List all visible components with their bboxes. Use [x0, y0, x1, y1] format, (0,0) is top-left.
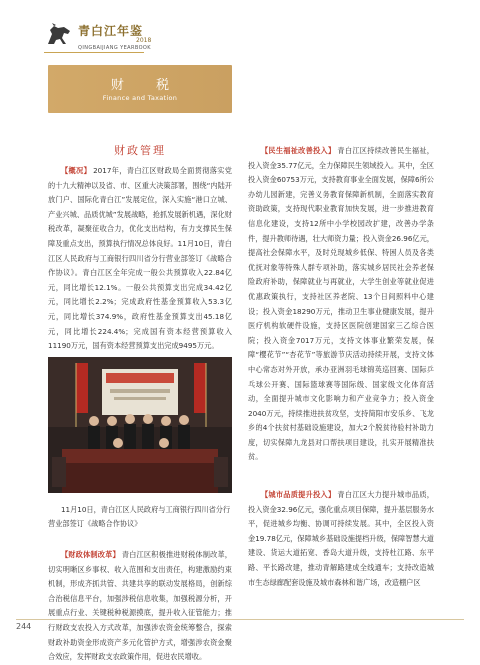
section-banner — [48, 65, 232, 113]
overview-paragraph — [48, 164, 232, 354]
brand-year: 2018 — [136, 37, 152, 44]
section-text: 2017年，青白江区财政局全面贯彻落实党的十九大精神以及省、市、区重大决策部署，围绕“内陆开放门户、国际化青白江”发展定位，深入实施“港口立城、产业兴城、品质优城”发展战略，抢抓发展新机遇，深化财税改革，凝聚征收合力，优化支出结构，有力支撑民生保障及重点支出，预算执行情况总体良好。11月10日，青白江区人民政府与工商银行四川省分行营业部签订《战略合作协议》。青白江区全年完成一般公共预算收入22.84亿元，同比增长12.1%。一般公共预算支出完成34.42亿元，同比增长2.2%；完成政府性基金预算收入53.3亿元，同比增长374.9%，政府性基金预算支出45.18亿元，同比增长224.4%；完成国有资本经营预算收入11190万元，国有资本经营预算支出完成9495万元。 — [48, 166, 232, 351]
header-divider — [44, 52, 144, 53]
livelihood-block — [248, 144, 434, 465]
section-title: 财 税 — [110, 78, 184, 93]
reform-block — [48, 548, 232, 662]
section-subtitle: Finance and Taxation — [102, 94, 178, 102]
signing-ceremony-photo — [48, 357, 232, 493]
page-number: 244 — [16, 622, 32, 631]
horse-logo-icon — [44, 22, 74, 48]
photo-illustration — [48, 357, 232, 493]
livelihood-paragraph — [248, 144, 434, 465]
article-title: 财政管理 — [114, 144, 166, 157]
brand-title: 青白江年鉴 — [78, 24, 144, 38]
section-tag: 【财政体制改革】 — [60, 550, 120, 559]
reform-paragraph — [48, 548, 232, 665]
overview-block — [48, 164, 232, 352]
section-text: 青白江区持续改善民生福祉，投入资金35.77亿元，全力保障民生领域投入。其中，全区投入资金60753万元，支持教育事业全面发展，保障6所公办幼儿园新建，完善义务教育保障新机制，全面落实教育资助政策，支持现代职业教育加快发展，进一步推进教育信息化建设，支持12所中小学校园改扩建，改善办学条件，提升教师待遇，壮大师资力量；投入资金26.96亿元，提高社会保障水平，及时兑现城乡低保、特困人员及各类优抚对象等特殊人群专项补助，落实城乡居民社会养老保险政府补助，保障就业与再就业，大学生创业等就业促进优惠政策执行，支持社区养老院、13个日间照料中心建设；投入资金18290万元，推动卫生事业健康发展，提升医疗机构软硬件设施，支持区医院创建国家三乙综合医院；投入资金7017万元，支持文体事业繁荣发展，保障“樱花节”“杏花节”等旅游节庆活动持续开展，支持文体中心常态对外开放，承办亚洲羽毛球锦英巡回赛、国际乒乓球公开赛、国际篮球赛等国际级、国家级文化体育活动，全面提升城市文化影响力和产业竞争力；投入资金2040万元，持续推进扶贫攻坚，支持简阳市安乐乡、飞龙乡的4个扶贫村基础设施建设，加大2个脱贫待验村补助力度，切实保障九龙县对口帮扶项目建设，扎实开展精准扶贫。 — [248, 146, 434, 462]
city-quality-paragraph — [248, 488, 434, 590]
section-text: 青白江区大力提升城市品质，投入资金32.96亿元，强化重点项目保障，提升基层服务水平，促进城乡均衡、协调可持续发展。其中，全区投入资金19.78亿元，保障城乡基础设施提档升级，保障智慧大道建设、货运大道拓宽、香岛大道升级，支持杜江路、东平路、平长路改建，推动青解路建成全线通车；支持改造城市生态绿廊配套设施及城市森林和谐广场，改造棚户区 — [248, 490, 434, 587]
footer-divider — [16, 619, 464, 620]
section-text: 青白江区积极推进财税体制改革，切实明晰区乡事权、收入范围和支出责任，构建激励约束机制，形成齐抓共管、共建共享的联动发展格局，创新综合治税信息平台，加强涉税信息收集，加强税源分析，开展重点行业、关键税种税源摸底，提升收入征管能力；推行财政支农投入方式改革，加强涉农资金统筹整合，探索财政补助资金形成资产多元化管护方式，增强涉农资金聚合效应，发挥财政支农政策作用，促进农民增收。 — [48, 550, 232, 662]
brand-block — [78, 22, 151, 51]
brand-subtitle: QINGBAIJIANG YEARBOOK — [78, 45, 151, 51]
photo-caption: 11月10日，青白江区人民政府与工商银行四川省分行营业部签订《战略合作协议》 — [48, 505, 231, 528]
city-quality-block — [248, 488, 434, 590]
section-tag: 【城市品质提升投入】 — [260, 490, 336, 499]
section-tag: 【民生福祉改善投入】 — [260, 146, 336, 155]
section-tag: 【概况】 — [60, 166, 92, 175]
